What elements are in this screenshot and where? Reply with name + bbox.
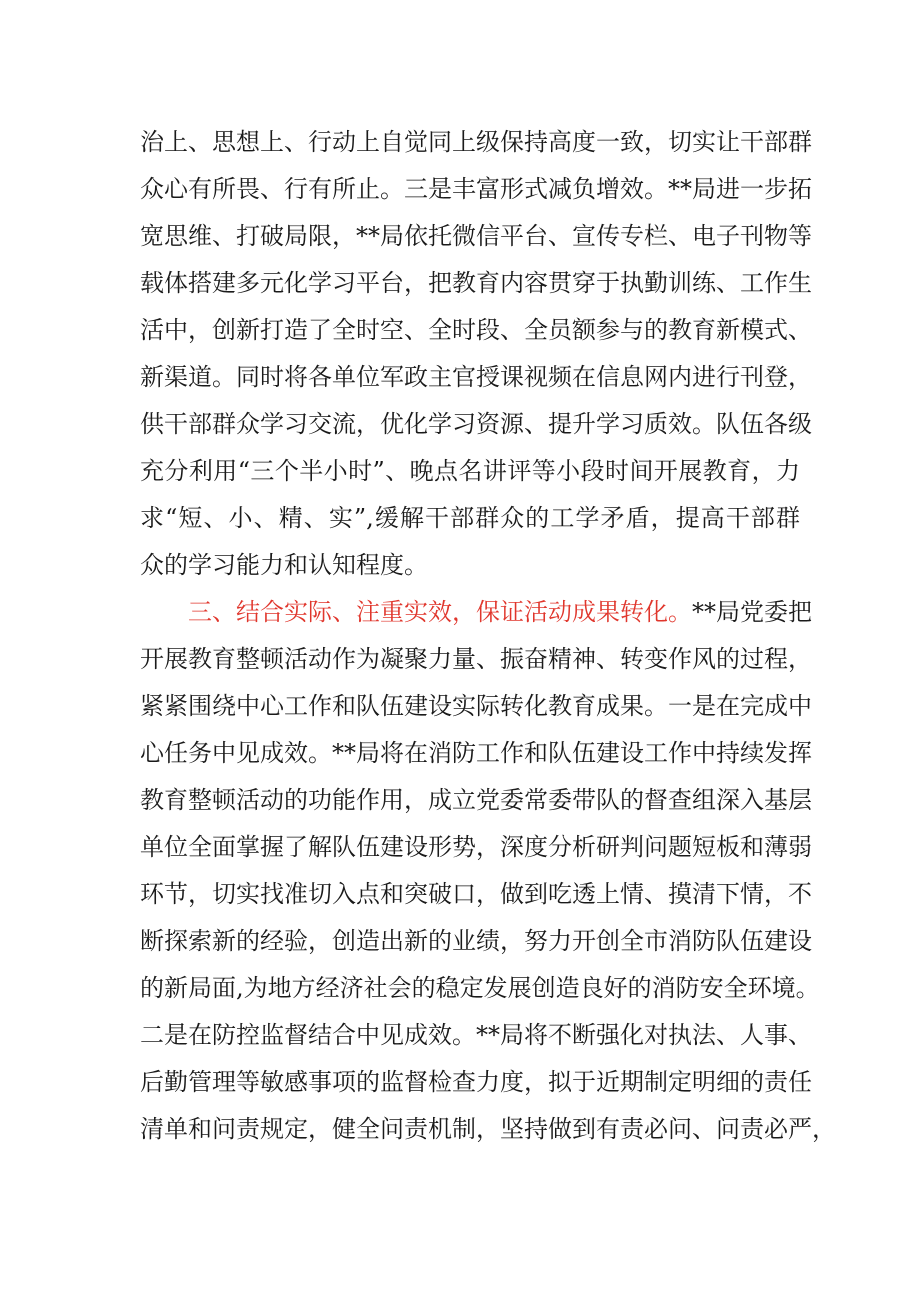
paragraph-line: 环节，切实找准切入点和突破口，做到吃透上情、摸清下情，不: [140, 880, 812, 908]
paragraph-line: 载体搭建多元化学习平台，把教育内容贯穿于执勤训练、工作生: [140, 269, 812, 297]
paragraph-line: 后勤管理等敏感事项的监督检查力度，拟于近期制定明细的责任: [140, 1068, 812, 1096]
paragraph-line: 心任务中见成效。**局将在消防工作和队伍建设工作中持续发挥: [140, 739, 812, 767]
paragraph-line: 活中，创新打造了全时空、全时段、全员额参与的教育新模式、: [140, 316, 812, 344]
section-3-first-line-rest: **局党委把: [692, 598, 812, 626]
paragraph-line: 新渠道。同时将各单位军政主官授课视频在信息网内进行刊登，: [140, 363, 812, 391]
paragraph-line: 供干部群众学习交流，优化学习资源、提升学习质效。队伍各级: [140, 410, 812, 438]
paragraph-line: 紧紧围绕中心工作和队伍建设实际转化教育成果。一是在完成中: [140, 692, 812, 720]
paragraph-line: 充分利用“三个半小时”、晚点名讲评等小段时间开展教育，力: [140, 457, 800, 485]
paragraph-line: 众的学习能力和认知程度。: [140, 551, 428, 579]
paragraph-line: 众心有所畏、行有所止。三是丰富形式减负增效。**局进一步拓: [140, 175, 812, 203]
section-3-heading: 三、结合实际、注重实效，保证活动成果转化。: [188, 598, 692, 626]
section-3-first-line: [140, 589, 812, 636]
paragraph-line: 清单和问责规定，健全问责机制，坚持做到有责必问、问责必严，: [140, 1115, 836, 1143]
paragraph-line: 开展教育整顿活动作为凝聚力量、振奋精神、转变作风的过程，: [140, 645, 812, 673]
paragraph-line: 单位全面掌握了解队伍建设形势，深度分析研判问题短板和薄弱: [140, 833, 812, 861]
paragraph-line: 的新局面,为地方经济社会的稳定发展创造良好的消防安全环境。: [140, 974, 820, 1002]
paragraph-line: 二是在防控监督结合中见成效。**局将不断强化对执法、人事、: [140, 1021, 812, 1049]
paragraph-line: 治上、思想上、行动上自觉同上级保持高度一致，切实让干部群: [140, 128, 812, 156]
paragraph-line: 教育整顿活动的功能作用，成立党委常委带队的督查组深入基层: [140, 786, 812, 814]
paragraph-line: 宽思维、打破局限，**局依托微信平台、宣传专栏、电子刊物等: [140, 222, 812, 250]
document-body: [140, 119, 836, 1153]
paragraph-line: 求“短、小、精、实”,缓解干部群众的工学矛盾，提高干部群: [140, 504, 800, 532]
paragraph-line: 断探索新的经验，创造出新的业绩，努力开创全市消防队伍建设: [140, 927, 812, 955]
